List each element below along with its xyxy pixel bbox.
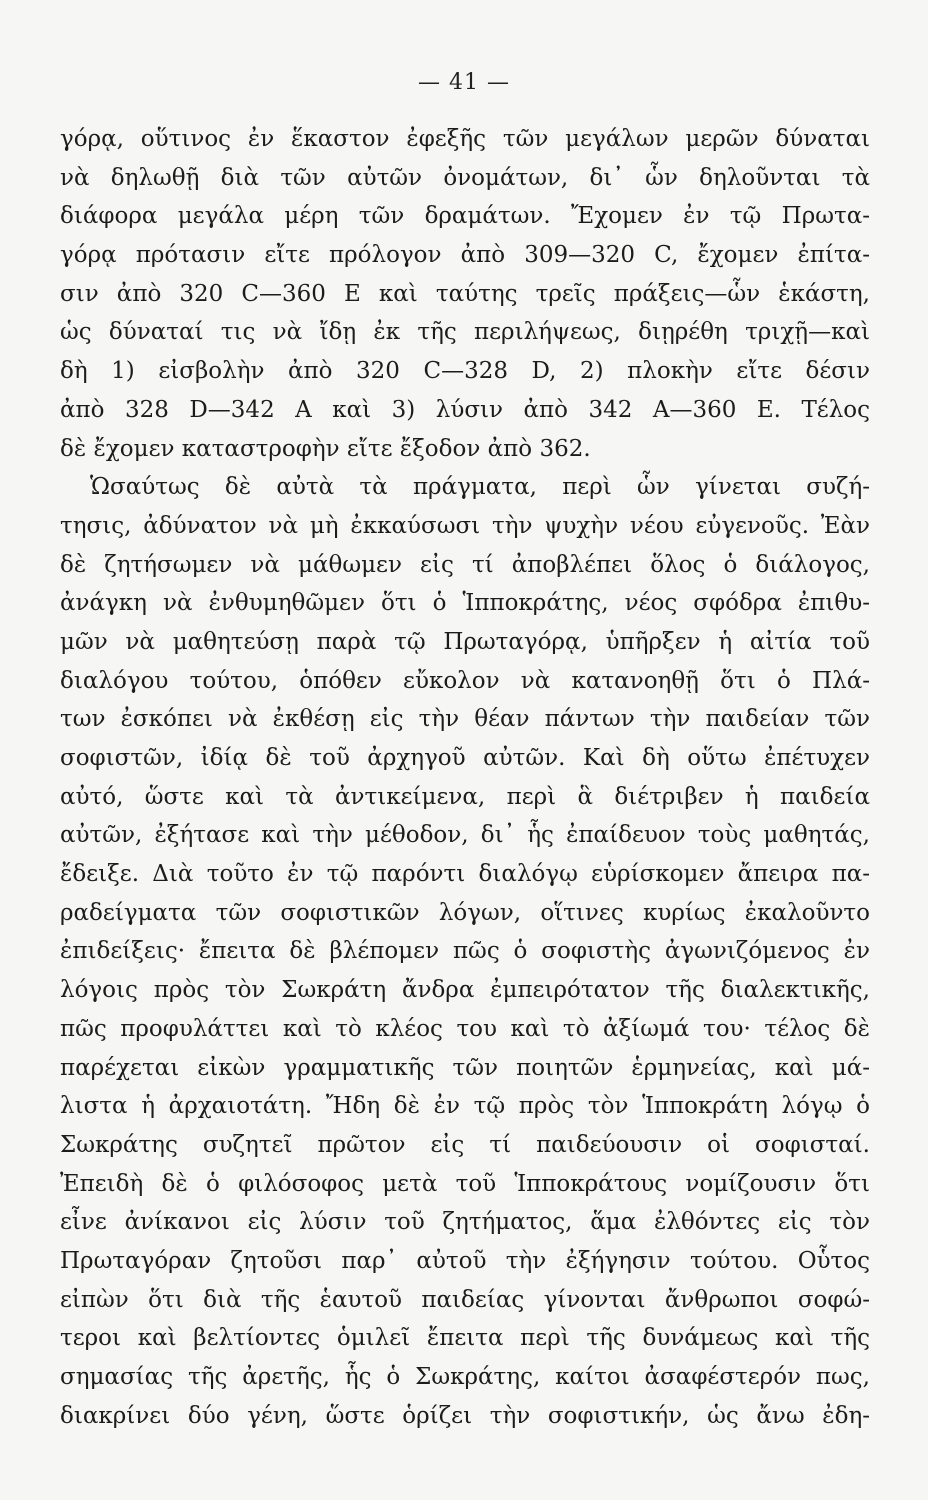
text-line: δὲ ζητήσωμεν νὰ μάθωμεν εἰς τί ἀποβλέπει ὅλος ὁ διάλογος,: [60, 551, 870, 578]
text-line: ἀπὸ 328 D—342 A καὶ 3) λύσιν ἀπὸ 342 A—360 E. Τέλος: [60, 396, 870, 423]
text-line: ραδείγματα τῶν σοφιστικῶν λόγων, οἵτινες κυρίως ἐκαλοῦντο: [60, 899, 870, 926]
text-line: δὴ 1) εἰσβολὴν ἀπὸ 320 C—328 D, 2) πλοκὴν εἴτε δέσιν: [60, 358, 870, 385]
text-line: σημασίας τῆς ἀρετῆς, ἧς ὁ Σωκράτης, καίτοι ἀσαφέστερόν πως,: [60, 1364, 870, 1390]
text-line: παρέχεται εἰκὼν γραμματικῆς τῶν ποιητῶν ἑρμηνείας, καὶ μά-: [60, 1054, 870, 1081]
text-line: διαλόγου τούτου, ὁπόθεν εὔκολον νὰ κατανοηθῇ ὅτι ὁ Πλά-: [60, 667, 870, 694]
text-line: Σωκράτης συζητεῖ πρῶτον εἰς τί παιδεύουσιν οἱ σοφισταί.: [60, 1131, 870, 1158]
text-line: αὐτῶν, ἐξήτασε καὶ τὴν μέθοδον, δι᾽ ἧς ἐπαίδευον τοὺς μαθητάς,: [60, 822, 870, 849]
text-line: των ἐσκόπει νὰ ἐκθέσῃ εἰς τὴν θέαν πάντων τὴν παιδείαν τῶν: [60, 706, 870, 733]
text-line: μῶν νὰ μαθητεύσῃ παρὰ τῷ Πρωταγόρᾳ, ὑπῆρξεν ἡ αἰτία τοῦ: [60, 628, 870, 655]
text-line: εἰπὼν ὅτι διὰ τῆς ἑαυτοῦ παιδείας γίνονται ἄνθρωποι σοφώ-: [60, 1286, 870, 1313]
text-line: γόρᾳ, οὕτινος ἐν ἕκαστον ἐφεξῆς τῶν μεγάλων μερῶν δύναται: [60, 126, 870, 152]
text-line: λόγοις πρὸς τὸν Σωκράτη ἄνδρα ἐμπειρότατον τῆς διαλεκτικῆς,: [60, 977, 870, 1004]
text-line: πῶς προφυλάττει καὶ τὸ κλέος του καὶ τὸ ἀξίωμά του· τέλος δὲ: [60, 1015, 870, 1042]
text-line: λιστα ἡ ἀρχαιοτάτη. Ἤδη δὲ ἐν τῷ πρὸς τὸν Ἱπποκράτη λόγῳ ὁ: [60, 1093, 870, 1120]
page-number: — 41 —: [418, 70, 510, 95]
text-line: γόρᾳ πρότασιν εἴτε πρόλογον ἀπὸ 309—320 C, ἔχομεν ἐπίτα-: [60, 242, 870, 269]
text-line: ἔδειξε. Διὰ τοῦτο ἐν τῷ παρόντι διαλόγῳ εὑρίσκομεν ἄπειρα πα-: [60, 861, 870, 888]
text-line: τεροι καὶ βελτίοντες ὁμιλεῖ ἔπειτα περὶ τῆς δυνάμεως καὶ τῆς: [60, 1325, 870, 1352]
text-line: Πρωταγόραν ζητοῦσι παρ᾽ αὐτοῦ τὴν ἐξήγησιν τούτου. Οὗτος: [60, 1247, 870, 1274]
text-line: σοφιστῶν, ἰδίᾳ δὲ τοῦ ἀρχηγοῦ αὐτῶν. Καὶ δὴ οὕτω ἐπέτυχεν: [60, 745, 870, 771]
text-line: αὐτό, ὥστε καὶ τὰ ἀντικείμενα, περὶ ἃ διέτριβεν ἡ παιδεία: [60, 783, 870, 810]
text-line: ἀνάγκη νὰ ἐνθυμηθῶμεν ὅτι ὁ Ἱπποκράτης, νέος σφόδρα ἐπιθυ-: [60, 590, 870, 617]
text-line: Ἐπειδὴ δὲ ὁ φιλόσοφος μετὰ τοῦ Ἱπποκράτους νομίζουσιν ὅτι: [60, 1170, 870, 1197]
text-line: σιν ἀπὸ 320 C—360 E καὶ ταύτης τρεῖς πράξεις—ὧν ἑκάστη,: [60, 280, 870, 307]
text-line: διακρίνει δύο γένη, ὥστε ὁρίζει τὴν σοφιστικήν, ὡς ἄνω ἐδη-: [60, 1402, 870, 1429]
text-line: εἶνε ἀνίκανοι εἰς λύσιν τοῦ ζητήματος, ἅμα ἐλθόντες εἰς τὸν: [60, 1209, 870, 1236]
text-line: τησις, ἀδύνατον νὰ μὴ ἐκκαύσωσι τὴν ψυχὴν νέου εὐγενοῦς. Ἐὰν: [60, 512, 870, 539]
text-line: διάφορα μεγάλα μέρη τῶν δραμάτων. Ἔχομεν ἐν τῷ Πρωτα-: [60, 203, 870, 230]
text-line: δὲ ἔχομεν καταστροφὴν εἴτε ἔξοδον ἀπὸ 362.: [60, 435, 591, 462]
body-text: [60, 120, 870, 1435]
paragraph-start-line: Ὡσαύτως δὲ αὐτὰ τὰ πράγματα, περὶ ὧν γίνεται συζή-: [90, 474, 870, 501]
text-line: ὡς δύναταί τις νὰ ἴδῃ ἐκ τῆς περιλήψεως, διῃρέθη τριχῇ—καὶ: [60, 319, 870, 346]
text-line: νὰ δηλωθῇ διὰ τῶν αὐτῶν ὀνομάτων, δι᾽ ὧν δηλοῦνται τὰ: [60, 164, 870, 191]
text-line: ἐπιδείξεις· ἔπειτα δὲ βλέπομεν πῶς ὁ σοφιστὴς ἀγωνιζόμενος ἐν: [60, 938, 870, 965]
